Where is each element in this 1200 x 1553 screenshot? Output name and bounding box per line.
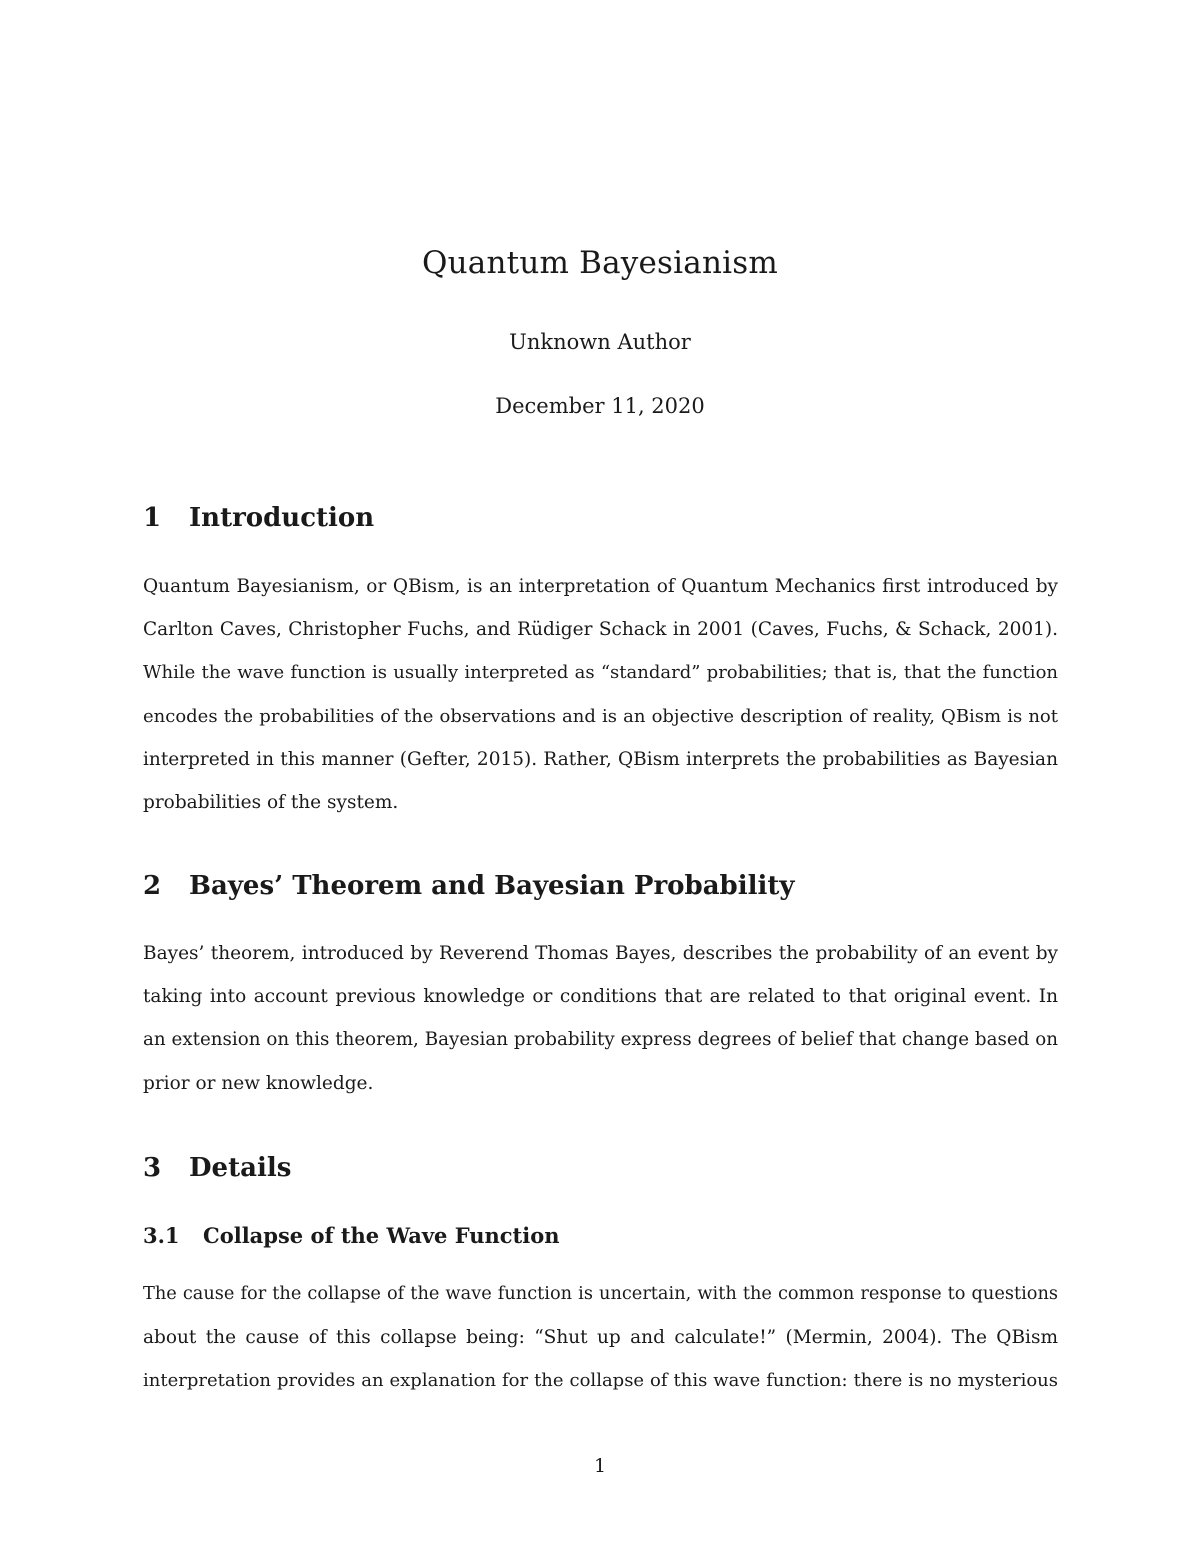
section-number: 2 [143, 871, 162, 901]
paragraph-introduction [143, 565, 1058, 824]
paragraph-line: Bayes’ theorem, introduced by Reverend Thomas Bayes, describes the probability of an event by [143, 943, 1058, 964]
subsection-title: Collapse of the Wave Function [203, 1223, 560, 1248]
paragraph-line: prior or new knowledge. [143, 1072, 374, 1094]
paragraph-line: encodes the probabilities of the observations and is an objective description of reality, QBism is not [143, 705, 1058, 727]
page-number: 1 [593, 1455, 607, 1477]
paragraph-line: probabilities of the system. [143, 791, 399, 813]
section-number: 3 [143, 1153, 162, 1183]
paragraph-line: interpretation provides an explanation for the collapse of this wave function: there is no mysterious [143, 1370, 1058, 1392]
paragraph-bayes-theorem [143, 932, 1058, 1105]
paragraph-line: an extension on this theorem, Bayesian probability express degrees of belief that change based on [143, 1029, 1058, 1051]
subsection-heading-collapse [143, 1223, 560, 1248]
paragraph-collapse [143, 1273, 1058, 1403]
section-heading-introduction [143, 503, 374, 533]
section-title: Introduction [189, 503, 375, 533]
section-title: Bayes’ Theorem and Bayesian Probability [189, 871, 795, 901]
paper-date: December 11, 2020 [495, 394, 705, 418]
section-number: 1 [143, 503, 162, 533]
paragraph-line: Quantum Bayesianism, or QBism, is an interpretation of Quantum Mechanics first introduced by [143, 576, 1058, 597]
paragraph-line: While the wave function is usually interpreted as “standard” probabilities; that is, that the function [143, 662, 1058, 684]
paragraph-line: The cause for the collapse of the wave function is uncertain, with the common response to questions [143, 1284, 1058, 1304]
section-title: Details [189, 1153, 292, 1183]
paragraph-line: Carlton Caves, Christopher Fuchs, and Rüdiger Schack in 2001 (Caves, Fuchs, & Schack, 2001). [143, 619, 1058, 641]
paper-title: Quantum Bayesianism [422, 245, 778, 281]
subsection-number: 3.1 [143, 1223, 180, 1248]
paragraph-line: about the cause of this collapse being: “Shut up and calculate!” (Mermin, 2004). The QBism [143, 1327, 1058, 1349]
paper-author: Unknown Author [509, 330, 691, 354]
paragraph-line: interpreted in this manner (Gefter, 2015). Rather, QBism interprets the probabilities as Bayesian [143, 748, 1058, 770]
section-heading-bayes-theorem [143, 871, 794, 901]
section-heading-details [143, 1153, 291, 1183]
paragraph-line: taking into account previous knowledge or conditions that are related to that original event. In [143, 986, 1058, 1008]
